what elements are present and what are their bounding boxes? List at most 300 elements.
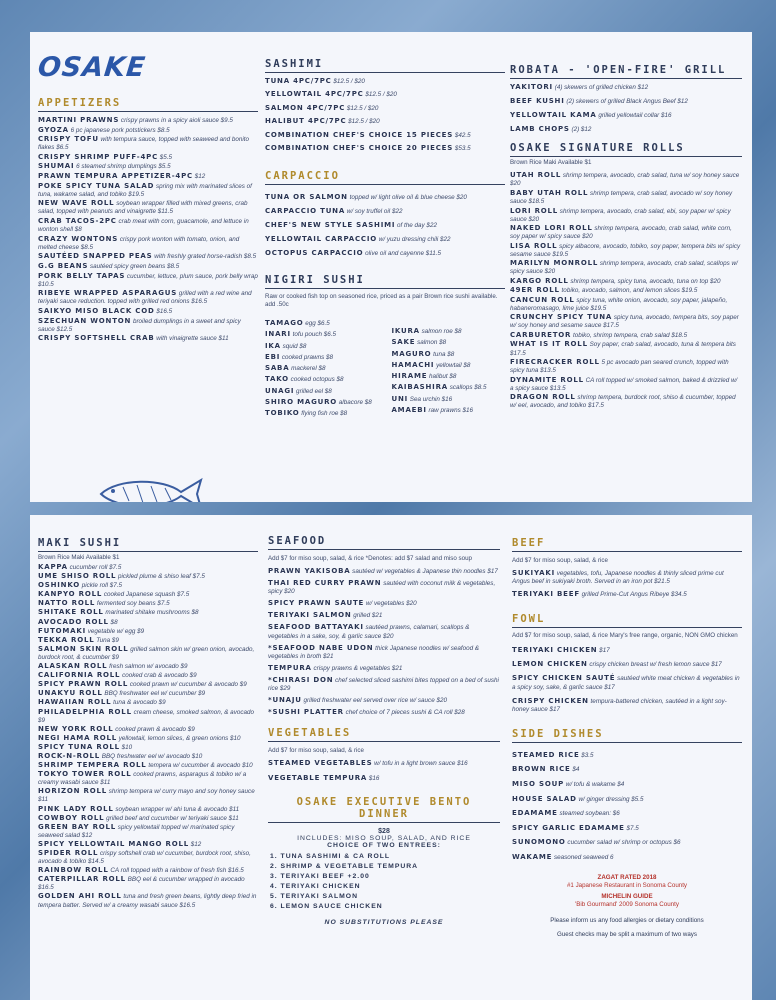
menu-item-name: UNAGI (265, 386, 295, 395)
menu-item-name: BABY UTAH ROLL (510, 188, 589, 197)
menu-item (38, 272, 258, 289)
menu-item-name: TUNA OR SALMON (265, 192, 348, 201)
menu-item (391, 327, 505, 336)
menu-item-name: UNI (391, 394, 409, 403)
menu-item-description: crispy pork wonton with tomato, onion, and melted cheese $8.5 (38, 235, 240, 251)
menu-item-name: MAGURO (391, 349, 432, 358)
menu-item (512, 795, 742, 804)
section-title-sashimi: SASHIMI (265, 58, 505, 73)
menu-item-name: SPICY CHICKEN SAUTÉ (512, 674, 616, 683)
appetizers-list (38, 116, 258, 343)
menu-item-description: vegetables, tofu, Japanese noodles & thinly sliced prime cut Angus beef in sukiyaki broth. Served in an iron pot $21.5 (512, 570, 724, 586)
menu-page-bottom (30, 515, 752, 1000)
menu-item-description: crispy prawns & vegetables $21 (311, 664, 403, 672)
bento-choice-item: 5. TERIYAKI SALMON (270, 892, 358, 900)
menu-item-description: grilled salmon skin w/ green onion, avocado, burdock root, & cucumber $9 (38, 645, 255, 661)
menu-item-description: Soy paper, crab salad, avocado, tuna & tempera bits $17.5 (510, 341, 736, 357)
menu-item-name: COWBOY ROLL (38, 813, 105, 822)
menu-item-description: w/ tofu in a light brown sauce $16 (372, 760, 468, 768)
menu-item-description: sautéed spicy green beans $8.5 (88, 263, 180, 270)
column-right-bottom (512, 537, 742, 939)
menu-item (265, 104, 505, 113)
menu-item (512, 838, 742, 847)
menu-item (512, 697, 742, 714)
menu-item (265, 117, 505, 126)
nigiri-list-left (265, 319, 383, 421)
menu-item-description: grilled eel $8 (294, 387, 332, 395)
menu-item-description: $12 (192, 173, 206, 181)
menu-item-description: squid $8 (280, 342, 307, 350)
menu-item (38, 572, 258, 581)
menu-item (265, 144, 505, 153)
menu-item (510, 125, 742, 134)
menu-item (38, 126, 258, 135)
menu-item-name: STEAMED RICE (512, 750, 580, 759)
robata-list (510, 83, 742, 134)
menu-item (391, 361, 505, 370)
menu-item-name: TERIYAKI SALMON (268, 611, 352, 620)
menu-item-description: (2) skewers of grilled Black Angus Beef $12 (564, 98, 688, 106)
menu-item (38, 708, 258, 725)
menu-item-description: (4) skewers of grilled chicken $12 (552, 84, 649, 91)
menu-item-name: RAINBOW ROLL (38, 866, 109, 875)
menu-item-name: GOLDEN AHI ROLL (38, 892, 122, 901)
column-left-bottom (38, 537, 258, 910)
menu-item-name: NEW WAVE ROLL (38, 199, 115, 208)
menu-item (38, 590, 258, 599)
menu-item-description: grilled $21 (351, 612, 383, 620)
bento-choice-item: 6. LEMON SAUCE CHICKEN (270, 902, 383, 910)
menu-item-name: *SUSHI PLATTER (268, 708, 344, 717)
menu-item-name: DRAGON ROLL (510, 393, 576, 402)
signature-list (510, 171, 742, 410)
menu-item (268, 611, 500, 620)
menu-item-name: FUTOMAKI (38, 626, 87, 635)
menu-item-name: COMBINATION CHEF'S CHOICE 20 PIECES (265, 144, 454, 153)
seafood-list (268, 567, 500, 717)
menu-item-name: SAKE (391, 338, 416, 347)
menu-item (38, 787, 258, 804)
menu-item (38, 875, 258, 892)
menu-item (510, 171, 742, 188)
menu-item-description: marinated shitake mushrooms $8 (103, 609, 199, 617)
menu-item (38, 307, 258, 316)
section-title-fowl: FOWL (512, 613, 742, 628)
menu-item-description: egg $6.5 (303, 319, 330, 327)
menu-item (510, 340, 742, 357)
menu-item-name: UTAH ROLL (510, 171, 562, 180)
menu-item-name: CRISPY SOFTSHELL CRAB (38, 334, 155, 343)
menu-item-name: TEKKA ROLL (38, 635, 95, 644)
menu-item-description: cooked prawns $8 (280, 353, 333, 361)
menu-item (265, 342, 383, 351)
menu-item-name: PHILADELPHIA ROLL (38, 707, 132, 716)
menu-item (38, 761, 258, 770)
menu-item (510, 393, 742, 410)
menu-item (268, 696, 500, 705)
menu-item (268, 676, 500, 693)
menu-item (510, 189, 742, 206)
section-title-seafood: SEAFOOD (268, 535, 500, 550)
bento-list (268, 853, 500, 912)
awards-block (512, 874, 742, 939)
menu-item (38, 599, 258, 608)
allergy-note: Please inform us any food allergies or dietary conditions (550, 917, 704, 925)
menu-item (510, 277, 742, 286)
section-title-maki: MAKI SUSHI (38, 537, 258, 552)
menu-item-description: $7.5 (624, 824, 639, 832)
menu-item-description: shrimp tempera, avocado, crab salad, tuna w/ soy honey sauce $20 (510, 172, 740, 188)
menu-item-name: KAIBASHIRA (391, 383, 448, 392)
menu-item-description: chef selected sliced sashimi bites topped on a bed of sushi rice $29 (268, 676, 499, 693)
sashimi-list (265, 77, 505, 154)
menu-item-name: AVOCADO ROLL (38, 617, 109, 626)
menu-item-name: *CHIRASI DON (268, 675, 334, 684)
menu-item-description: 5 pc avocado pan seared crunch, topped with spicy tuna $13.5 (510, 359, 729, 375)
section-title-bento: OSAKE EXECUTIVE BENTO DINNER (268, 796, 500, 823)
menu-item (38, 135, 258, 152)
menu-item-name: SPICY PRAWN SAUTE (268, 599, 365, 608)
menu-item (38, 317, 258, 334)
menu-item-name: TOKYO TOWER ROLL (38, 770, 132, 779)
menu-item (38, 563, 258, 572)
menu-item (268, 579, 500, 596)
menu-item (38, 581, 258, 590)
menu-item-description: cooked crab & avocado $9 (120, 672, 197, 680)
menu-item-name: CRISPY SHRIMP PUFF-4PC (38, 152, 159, 161)
menu-item (38, 689, 258, 698)
menu-item (512, 660, 742, 669)
menu-item (391, 406, 505, 415)
menu-item-description: w/ yuzu dressing chili $22 (377, 235, 451, 243)
menu-item-name: KAPPA (38, 563, 68, 571)
menu-item (512, 590, 742, 599)
menu-item (38, 866, 258, 875)
menu-item-name: HALIBUT 4PC/7PC (265, 117, 347, 126)
menu-item-description: crispy softshell crab w/ cucumber, burdock root, shiso, avocado & tobiko $14.5 (38, 850, 251, 866)
menu-item-name: CATERPILLAR ROLL (38, 875, 126, 884)
michelin-title: MICHELIN GUIDE (601, 893, 653, 901)
menu-item-name: PRAWN TEMPURA APPETIZER-4PC (38, 172, 193, 181)
menu-item-name: CARBURETOR (510, 330, 572, 339)
menu-item-name: TERIYAKI BEEF (512, 590, 580, 599)
menu-item (268, 759, 500, 768)
menu-item-description: sautéed white meat chicken & vegetables in a spicy soy, sake, & garlic sauce $17 (512, 675, 740, 691)
menu-item (265, 90, 505, 99)
menu-item-description: $16 (367, 775, 380, 783)
maki-list (38, 563, 258, 910)
menu-item-name: FIRECRACKER ROLL (510, 358, 600, 367)
menu-item-description: shrimp tempera, burdock root, shiso & cucumber, topped w/ eel, avocado, and tobiko $17.5 (510, 394, 736, 410)
menu-item (512, 765, 742, 774)
beef-note: Add $7 for miso soup, salad, & rice (512, 557, 608, 564)
menu-item (512, 780, 742, 789)
menu-item (265, 375, 383, 384)
menu-item-name: SUNOMONO (512, 838, 566, 847)
menu-item-description: shrimp tempera w/ curry mayo and soy honey sauce $11 (38, 788, 255, 804)
menu-item-name: SPICY GARLIC EDAMAME (512, 823, 625, 832)
menu-item-description: of the day $22 (395, 221, 437, 229)
menu-item-description: soybean wrapper filled with mixed greens, crab salad, topped with peanuts and vinaigrette $11.5 (38, 200, 248, 216)
menu-item (512, 809, 742, 818)
menu-item (391, 372, 505, 381)
menu-item-name: GYOZA (38, 125, 69, 134)
menu-item-name: PORK BELLY TAPAS (38, 271, 126, 280)
section-title-robata: ROBATA - 'OPEN-FIRE' GRILL (510, 64, 742, 79)
menu-item (38, 840, 258, 849)
menu-item (391, 383, 505, 392)
menu-item-name: SEAFOOD BATTAYAKI (268, 623, 364, 632)
menu-item-description: salmon $8 (415, 339, 447, 347)
nigiri-list-right (391, 319, 505, 421)
menu-item-description: with freshly grated horse-radish $8.5 (152, 253, 257, 261)
menu-item-name: TOBIKO (265, 409, 300, 418)
menu-item-description: crispy chicken breast w/ fresh lemon sauce $17 (587, 661, 722, 669)
menu-item-description: 6 pc japanese pork potstickers $8.5 (68, 126, 170, 134)
menu-page-top (30, 32, 752, 502)
menu-item-description: pickled plume & shiso leaf $7.5 (116, 573, 205, 581)
menu-item (38, 153, 258, 162)
menu-item (510, 331, 742, 340)
menu-item-name: SHUMAI (38, 162, 75, 171)
menu-item-description: w/ vegetables $20 (364, 600, 417, 608)
menu-item-name: UNAKYU ROLL (38, 689, 103, 698)
menu-item-name: HAWAIIAN ROLL (38, 698, 112, 707)
menu-item-name: ALASKAN ROLL (38, 662, 108, 671)
menu-item-description: BBQ eel & cucumber wrapped in avocado $16.5 (38, 876, 245, 892)
menu-item-name: SALMON 4PC/7PC (265, 103, 346, 112)
menu-item-name: NEW YORK ROLL (38, 724, 114, 733)
menu-item-description: albacore $8 (337, 398, 372, 406)
menu-item-description: raw prawns $16 (426, 406, 473, 414)
menu-item-name: MARILYN MONROLL (510, 259, 599, 268)
menu-item (268, 774, 500, 783)
column-right-top (510, 64, 742, 411)
menu-item (391, 395, 505, 404)
menu-item-description: $12.5 / $20 (363, 91, 397, 99)
menu-item (265, 221, 505, 230)
menu-item-description: broiled dumplings in a sweet and spicy sauce $12.5 (38, 317, 241, 333)
fowl-list (512, 646, 742, 714)
menu-item-description: tempera w/ cucumber & avocado $10 (146, 762, 253, 770)
menu-item-description: cooked Japanese squash $7.5 (102, 591, 190, 599)
menu-item-description: shrimp tempera, crab salad, avocado w/ soy honey sauce $18.5 (510, 189, 733, 206)
menu-item-description: vegetable w/ egg $9 (86, 627, 145, 635)
menu-item (38, 334, 258, 343)
menu-item (512, 569, 742, 586)
menu-item-name: CALIFORNIA ROLL (38, 671, 121, 680)
menu-item-description: spicy tuna, avocado, tempera bits, soy paper w/ soy honey and sesame sauce $17.5 (510, 314, 739, 330)
menu-item (391, 350, 505, 359)
menu-item (38, 752, 258, 761)
menu-item-description: sautéed prawns, calamari, scallops & vegetables in a sake, soy, & garlic sauce $20 (268, 624, 470, 640)
column-middle-top (265, 58, 505, 421)
menu-item (38, 849, 258, 866)
menu-item-description: cucumber, lettuce, plum sauce, pork belly wrap $10.5 (38, 272, 258, 288)
menu-item-description: seasoned seaweed 6 (552, 854, 614, 861)
menu-item-description: cooked octopus $8 (288, 376, 344, 384)
menu-item-description: spicy albacore, avocado, tobiko, soy paper, tempera bits w/ spicy sesame sauce $19.5 (510, 242, 741, 258)
menu-item-name: HIRAME (391, 372, 428, 381)
menu-item-description: salmon roe $8 (419, 327, 462, 335)
menu-item-description: yellowtail, lemon slices, & green onions $10 (117, 734, 241, 742)
menu-item-name: VEGETABLE TEMPURA (268, 774, 368, 783)
menu-item-description: cooked prawns, asparagus & tobiko w/ a creamy wasabi sauce $11 (38, 771, 247, 787)
menu-item (510, 111, 742, 120)
menu-item-name: KARGO ROLL (510, 276, 569, 285)
menu-item-description: $12 (189, 840, 202, 848)
bento-footer: NO SUBSTITUTIONS PLEASE (324, 919, 444, 927)
menu-item-description: pickle roll $7.5 (79, 582, 122, 590)
menu-item-description: BBQ freshwater eel w/ cucumber $9 (102, 690, 206, 698)
menu-item-description: shrimp tempera, spicy tuna, avocado, tuna on top $20 (568, 277, 721, 285)
menu-item-description: shrimp tempera, avocado, crab salad, white corn, soy paper w/ spicy sauce $20 (510, 225, 732, 241)
zagat-text: #1 Japanese Restaurant in Sonoma County (566, 882, 688, 890)
menu-item-description: grilled yellowtail collar $16 (596, 112, 672, 120)
menu-item (268, 599, 500, 608)
menu-item-name: HORIZON ROLL (38, 787, 107, 796)
menu-item-name: EBI (265, 352, 281, 361)
menu-item-description: with vinaigrette sauce $11 (154, 335, 229, 343)
menu-item-name: CRUNCHY SPICY TUNA (510, 313, 613, 322)
menu-item-name: WHAT IS IT ROLL (510, 340, 588, 349)
menu-item-name: 49ER ROLL (510, 286, 560, 295)
split-note: Guest checks may be split a maximum of two ways (557, 931, 697, 939)
section-title-signature: OSAKE SIGNATURE ROLLS (510, 142, 742, 157)
menu-item (265, 249, 505, 258)
menu-item-description: tuna and fresh green beans, lightly deep fried in tempera batter. Served w/ a creamy wasabi sauce $16.5 (38, 893, 257, 909)
menu-item-name: CRAZY WONTONS (38, 234, 119, 243)
menu-item (510, 242, 742, 259)
menu-item-name: BROWN RICE (512, 765, 571, 774)
menu-item-description: fermented soy beans $7.5 (95, 600, 170, 608)
menu-item-name: CRAB TACOS-2PC (38, 217, 117, 226)
vegetables-list (268, 759, 500, 783)
menu-item-description: CA roll topped w/ smoked salmon, baked & drizzled w/ a spicy sauce $13.5 (510, 376, 738, 392)
menu-item (38, 743, 258, 752)
menu-item-name: *SEAFOOD NABE UDON (268, 643, 374, 652)
menu-item (38, 162, 258, 171)
menu-item (510, 224, 742, 241)
menu-item-name: MARTINI PRAWNS (38, 116, 120, 124)
menu-item-name: AMAEBI (391, 405, 427, 414)
menu-item-name: YELLOWTAIL CARPACCIO (265, 234, 378, 243)
menu-item-description: cream cheese, smoked salmon, & avocado $9 (38, 708, 254, 724)
menu-item (510, 207, 742, 224)
column-left-top (38, 52, 258, 344)
menu-item-description: shrimp tempera, avocado, crab salad, scallops w/ spicy sauce $20 (510, 260, 738, 276)
menu-item-description: $12.5 / $20 (346, 118, 380, 126)
menu-item (510, 259, 742, 276)
menu-item-description: grilled beef and cucumber w/ teriyaki sauce $11 (104, 814, 239, 822)
menu-item-description: w/ ginger dressing $5.5 (576, 795, 644, 803)
menu-item (268, 623, 500, 640)
logo: OSAKE (36, 52, 148, 83)
vegetables-note: Add $7 for miso soup, salad, & rice (268, 747, 364, 755)
menu-item (512, 751, 742, 760)
menu-item-description: grilled Prime-Cut Angus Ribeye $34.5 (579, 591, 687, 599)
menu-item-name: YELLOWTAIL 4PC/7PC (265, 90, 364, 99)
menu-item-description: mackerel $8 (289, 365, 326, 373)
bento-choice-item: 3. TERIYAKI BEEF +2.00 (270, 872, 370, 880)
menu-item-name: BEEF KUSHI (510, 97, 565, 106)
menu-item-name: SPICY PRAWN ROLL (38, 680, 129, 689)
menu-item (512, 853, 742, 862)
menu-item-description: w/ soy truffel oil $22 (345, 207, 403, 215)
menu-item-description: $4 (570, 766, 580, 774)
menu-item-name: CRISPY TOFU (38, 135, 99, 144)
menu-item-description: tempura-battered chicken, sautéed in a light soy-honey sauce $17 (512, 697, 727, 713)
menu-item (38, 805, 258, 814)
section-title-beef: BEEF (512, 537, 742, 552)
menu-item-name: TAKO (265, 375, 289, 384)
menu-item-name: SABA (265, 364, 290, 373)
menu-item-description: $5.5 (158, 153, 173, 161)
menu-item-name: NEGI HAMA ROLL (38, 733, 117, 742)
menu-item (265, 364, 383, 373)
menu-item-name: SZECHUAN WONTON (38, 316, 132, 325)
menu-item-name: SHIRO MAGURO (265, 397, 338, 406)
menu-item-description: $12.5 / $20 (345, 104, 379, 112)
section-title-appetizers: APPETIZERS (38, 97, 258, 112)
carpaccio-list (265, 193, 505, 258)
fowl-note: Add $7 for miso soup, salad, & rice Mary's free range, organic, NON GMO chicken (512, 632, 738, 640)
menu-item-name: CARPACCIO TUNA (265, 206, 346, 215)
menu-item-description: spicy tuna, white onion, avocado, soy paper, jalapeño, habaneromasago, lime juice $19.5 (510, 296, 728, 312)
menu-item (38, 289, 258, 306)
menu-item-description: shrimp tempera, avocado, crab salad, ebi, soy paper w/ spicy sauce $20 (510, 207, 731, 223)
menu-item-name: PRAWN YAKISOBA (268, 567, 351, 575)
menu-item-name: EDAMAME (512, 809, 558, 818)
nigiri-note: Raw or cooked fish top on seasoned rice, priced as a pair Brown rice sushi available. add .50c (265, 292, 498, 308)
menu-item-name: RIBEYE WRAPPED ASPARAGUS (38, 289, 178, 298)
menu-item-description: flying fish roe $8 (299, 410, 348, 418)
menu-item-name: NATTO ROLL (38, 599, 96, 608)
menu-item-name: *UNAJU (268, 696, 302, 705)
menu-item-name: MISO SOUP (512, 780, 565, 789)
menu-item-description: halibut $8 (427, 373, 457, 381)
menu-item-name: OSHINKO (38, 581, 80, 590)
bento-choice: CHOICE OF TWO ENTREES: (327, 841, 441, 849)
menu-item-name: SHRIMP TEMPERA ROLL (38, 761, 147, 770)
menu-item (265, 398, 383, 407)
menu-item (38, 217, 258, 234)
menu-item (38, 770, 258, 787)
menu-item-description: grilled with a red wine and teriyaki sauce reduction. topped with grilled red onions $16.5 (38, 290, 252, 306)
menu-item (512, 824, 742, 833)
menu-item-description: Tuna $9 (94, 636, 119, 644)
fish-icon (93, 475, 208, 502)
menu-item-description: spicy yellowtail topped w/ marinated spicy seaweed salad $12 (38, 823, 235, 839)
menu-item-description: $3.5 (579, 751, 594, 759)
section-title-vegetables: VEGETABLES (268, 727, 500, 742)
menu-item-description: sautéed w/ vegetables & Japanese thin noodles $17 (350, 568, 498, 575)
michelin-text: 'Bib Gourmand' 2009 Sonoma County (575, 901, 679, 909)
menu-item (38, 645, 258, 662)
menu-item-description: tofu pouch $6.5 (290, 331, 337, 339)
menu-item (512, 646, 742, 655)
menu-item-name: TAMAGO (265, 318, 304, 327)
menu-item (38, 662, 258, 671)
menu-item-description: (2) $12 (569, 126, 592, 134)
menu-item-name: DYNAMITE ROLL (510, 375, 584, 384)
menu-item-description: tuna $8 (431, 350, 455, 358)
menu-item (510, 296, 742, 313)
menu-item (268, 644, 500, 661)
menu-item-description: tuna & avocado $9 (111, 699, 166, 707)
menu-item-description: tobiko, shrimp tempera, crab salad $18.5 (571, 331, 688, 339)
menu-item-name: KANPYO ROLL (38, 590, 103, 599)
